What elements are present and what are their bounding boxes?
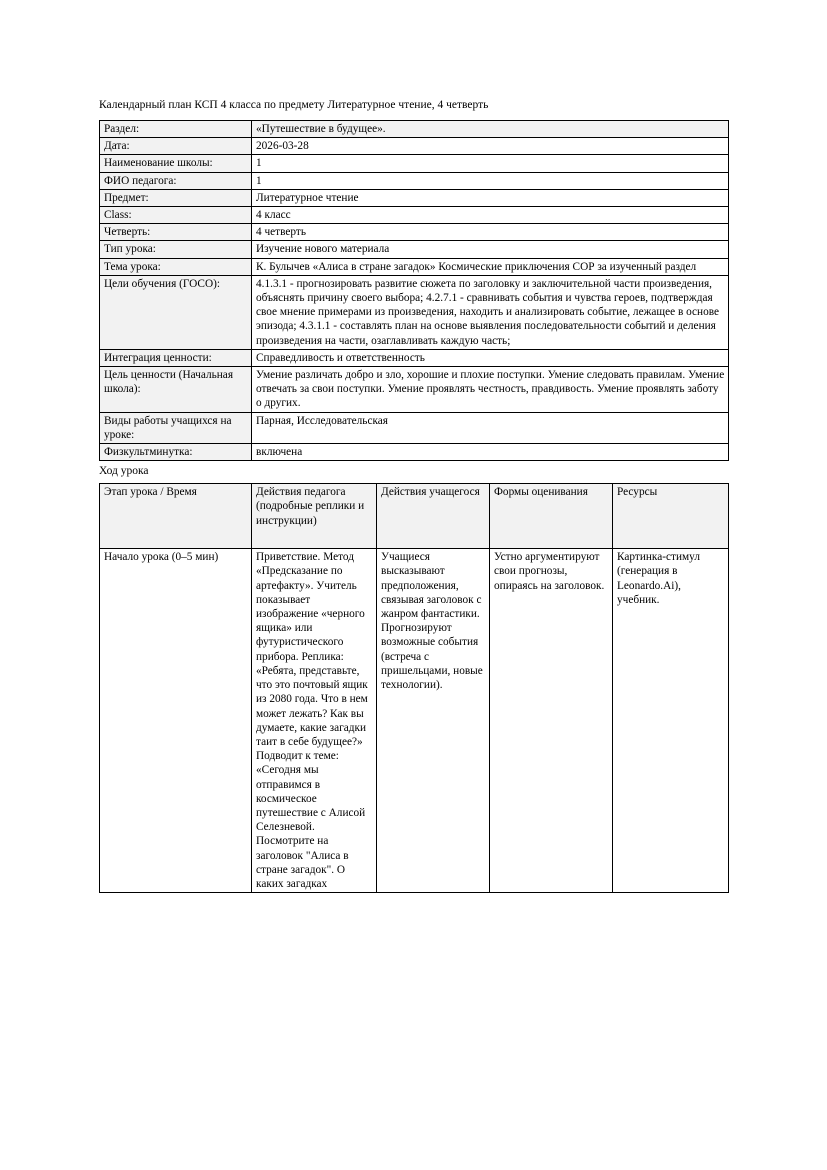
- table-header-row: [100, 484, 729, 549]
- table-row: [100, 275, 729, 349]
- info-key-school: Наименование школы:: [100, 155, 252, 172]
- info-key-work-types: Виды работы учащихся на уроке:: [100, 412, 252, 443]
- table-row: [100, 224, 729, 241]
- info-key-physical-break: Физкультминутка:: [100, 444, 252, 461]
- table-row: [100, 549, 729, 893]
- lesson-info-body: [100, 121, 729, 461]
- table-row: [100, 412, 729, 443]
- table-row: [100, 241, 729, 258]
- cell-resources: Картинка-стимул (генерация в Leonardo.Ai), учебник.: [613, 549, 729, 893]
- lesson-flow-header: [100, 484, 729, 549]
- info-key-lesson-topic: Тема урока:: [100, 258, 252, 275]
- cell-teacher-actions: Приветствие. Метод «Предсказание по артефакту». Учитель показывает изображение «черного ящика» или футуристического прибора. Реплика: «Ребята, представьте, что это почтовый ящик из 2080 года. Что в нем может лежать? Как вы думаете, какие загадки таит в себе будущее?» Подводит к теме: «Сегодня мы отправимся в космическое путешествие с Алисой Селезневой. Посмотрите на заголовок "Алиса в стране загадок". О каких загадках: [252, 549, 377, 893]
- info-value-lesson-topic: К. Булычев «Алиса в стране загадок» Космические приключения СОР за изученный раздел: [252, 258, 729, 275]
- section-label-lesson-flow: Ход урока: [99, 465, 149, 478]
- info-key-date: Дата:: [100, 138, 252, 155]
- lesson-flow-body: [100, 549, 729, 893]
- info-value-quarter: 4 четверть: [252, 224, 729, 241]
- info-value-subject: Литературное чтение: [252, 189, 729, 206]
- info-value-date: 2026-03-28: [252, 138, 729, 155]
- info-key-value-goal: Цель ценности (Начальная школа):: [100, 367, 252, 413]
- table-row: [100, 207, 729, 224]
- table-row: [100, 121, 729, 138]
- table-row: [100, 349, 729, 366]
- table-row: [100, 155, 729, 172]
- info-value-value-goal: Умение различать добро и зло, хорошие и плохие поступки. Умение следовать правилам. Умение отвечать за свои поступки. Умение проявлять честность, правдивость. Умение проявлять заботу о других.: [252, 367, 729, 413]
- document-content: [99, 98, 728, 893]
- info-key-quarter: Четверть:: [100, 224, 252, 241]
- info-value-razdel: «Путешествие в будущее».: [252, 121, 729, 138]
- info-key-class: Class:: [100, 207, 252, 224]
- info-key-razdel: Раздел:: [100, 121, 252, 138]
- info-value-learning-objectives: 4.1.3.1 - прогнозировать развитие сюжета по заголовку и заключительной части произведения, объяснять причину своего выбора; 4.2.7.1 - сравнивать события и чувства героев, подтверждая свое мнение примерами из произведения, находить и анализировать событие, лежащее в основе эпизода; 4.3.1.1 - составлять план на основе выявления последовательности событий и деления произведения на части, озаглавливать каждую часть;: [252, 275, 729, 349]
- table-row: [100, 258, 729, 275]
- lesson-flow-table: [99, 483, 729, 893]
- info-value-class: 4 класс: [252, 207, 729, 224]
- table-row: [100, 189, 729, 206]
- column-header-teacher-actions: Действия педагога (подробные реплики и инструкции): [252, 484, 377, 549]
- info-value-lesson-type: Изучение нового материала: [252, 241, 729, 258]
- column-header-stage: Этап урока / Время: [100, 484, 252, 549]
- cell-stage: Начало урока (0–5 мин): [100, 549, 252, 893]
- column-header-resources: Ресурсы: [613, 484, 729, 549]
- table-row: [100, 444, 729, 461]
- column-header-student-actions: Действия учащегося: [377, 484, 490, 549]
- lesson-info-table: [99, 120, 729, 461]
- info-key-subject: Предмет:: [100, 189, 252, 206]
- info-value-teacher: 1: [252, 172, 729, 189]
- table-row: [100, 367, 729, 413]
- column-header-assessment-forms: Формы оценивания: [490, 484, 613, 549]
- info-value-physical-break: включена: [252, 444, 729, 461]
- info-key-learning-objectives: Цели обучения (ГОСО):: [100, 275, 252, 349]
- cell-student-actions: Учащиеся высказывают предположения, связывая заголовок с жанром фантастики. Прогнозируют возможные события (встреча с пришельцами, новые технологии).: [377, 549, 490, 893]
- info-value-work-types: Парная, Исследовательская: [252, 412, 729, 443]
- info-key-value-integration: Интеграция ценности:: [100, 349, 252, 366]
- info-value-school: 1: [252, 155, 729, 172]
- info-key-teacher: ФИО педагога:: [100, 172, 252, 189]
- table-row: [100, 172, 729, 189]
- table-row: [100, 138, 729, 155]
- page-title: Календарный план КСП 4 класса по предмету Литературное чтение, 4 четверть: [99, 99, 489, 111]
- info-key-lesson-type: Тип урока:: [100, 241, 252, 258]
- info-value-value-integration: Справедливость и ответственность: [252, 349, 729, 366]
- cell-assessment-forms: Устно аргументируют свои прогнозы, опираясь на заголовок.: [490, 549, 613, 893]
